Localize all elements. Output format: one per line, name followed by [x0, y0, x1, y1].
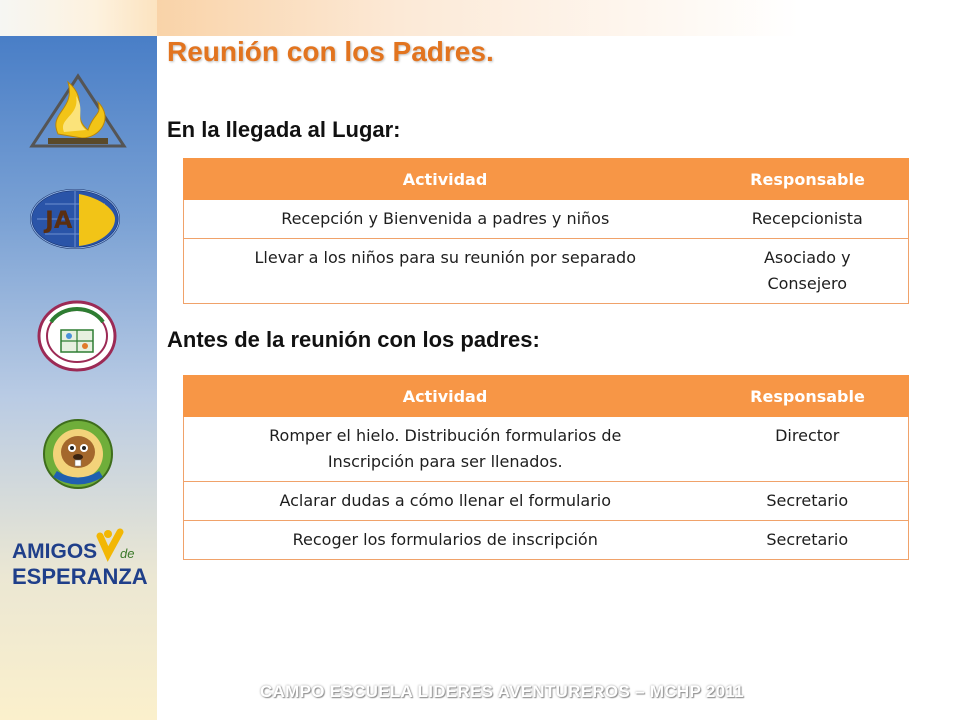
beaver-badge-icon — [41, 418, 115, 490]
column-header-actividad: Actividad — [184, 159, 707, 200]
amigos-logo-line2: ESPERANZA — [12, 564, 148, 589]
table-header-row — [184, 376, 909, 417]
amigos-logo-icon — [8, 528, 148, 590]
before-meeting-activities-table — [183, 375, 909, 560]
cell-actividad: Recepción y Bienvenida a padres y niños — [184, 200, 707, 239]
table-row — [184, 417, 909, 482]
amigos-logo-line1: AMIGOS — [12, 540, 98, 563]
table-row — [184, 200, 909, 239]
cell-responsable: Asociado y Consejero — [707, 239, 909, 304]
table-row — [184, 521, 909, 560]
cell-actividad: Llevar a los niños para su reunión por separado — [184, 239, 707, 304]
page-title: Reunión con los Padres. — [167, 36, 494, 67]
cell-responsable: Secretario — [707, 482, 909, 521]
corner-block — [0, 0, 157, 36]
section2-heading: Antes de la reunión con los padres: — [167, 327, 540, 352]
cell-actividad: Aclarar dudas a cómo llenar el formulario — [184, 482, 707, 521]
cell-actividad: Recoger los formularios de inscripción — [184, 521, 707, 560]
section1-heading: En la llegada al Lugar: — [167, 117, 401, 142]
aventureros-badge-icon — [37, 300, 117, 372]
adventist-flame-icon — [28, 72, 128, 154]
table-row — [184, 482, 909, 521]
cell-responsable: Secretario — [707, 521, 909, 560]
column-header-responsable: Responsable — [707, 159, 909, 200]
column-header-responsable: Responsable — [707, 376, 909, 417]
table-header-row — [184, 159, 909, 200]
cell-responsable: Director — [707, 417, 909, 482]
amigos-logo-de: de — [120, 546, 135, 561]
arrival-activities-table — [183, 158, 909, 304]
ja-logo-text: JA — [45, 206, 73, 234]
top-gradient-bar — [157, 0, 960, 36]
column-header-actividad: Actividad — [184, 376, 707, 417]
footer-text: CAMPO ESCUELA LIDERES AVENTUREROS – MCHP 2011 — [260, 682, 744, 701]
table-row — [184, 239, 909, 304]
globe-ja-icon — [29, 188, 121, 250]
cell-responsable: Recepcionista — [707, 200, 909, 239]
cell-actividad: Romper el hielo. Distribución formularios de Inscripción para ser llenados. — [184, 417, 707, 482]
